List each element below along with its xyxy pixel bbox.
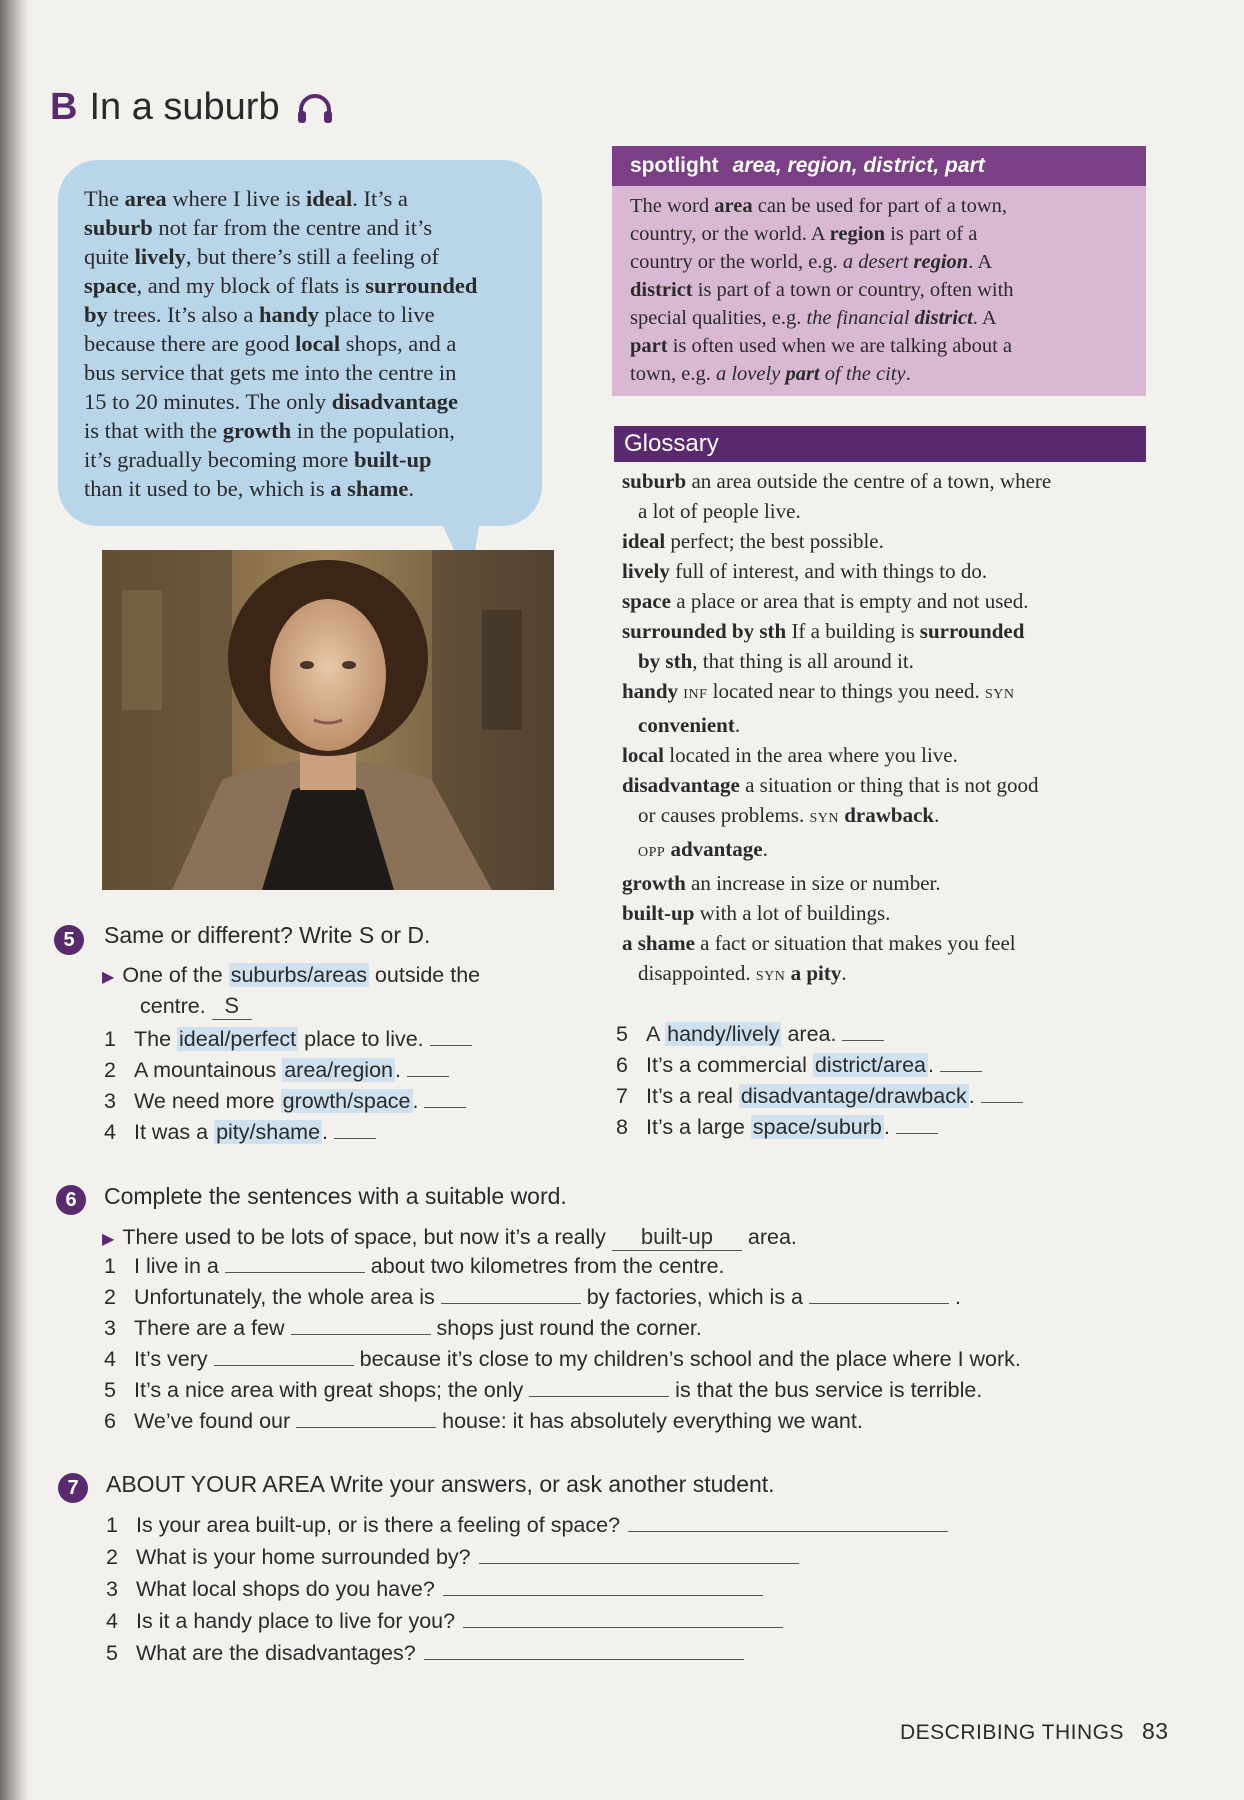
- item-text: .: [928, 1053, 940, 1077]
- text-run: handy: [622, 679, 679, 703]
- text-run: a shame: [330, 476, 409, 501]
- text-run: , but there’s still a feeling of: [185, 244, 439, 269]
- text-run: If a building is: [786, 619, 920, 643]
- spotlight-line: [630, 220, 1130, 248]
- item-number: 6: [104, 1409, 116, 1433]
- text-run: suburb: [84, 215, 153, 240]
- answer-blank[interactable]: [529, 1395, 669, 1397]
- exercise-6-item: [104, 1378, 982, 1403]
- text-run: growth: [222, 418, 292, 443]
- text-run: drawback: [844, 803, 935, 827]
- item-text: .: [412, 1089, 425, 1113]
- exercise-6-item: [104, 1409, 863, 1434]
- text-run: of the city: [819, 363, 906, 385]
- spotlight-line: [630, 248, 1130, 276]
- example-arrow-icon: ▶: [102, 969, 115, 986]
- text-run: district: [914, 307, 973, 329]
- exercise-5-example: ▶ One of the suburbs/areas outside the: [102, 963, 481, 987]
- spotlight-words: area, region, district, part: [732, 154, 985, 177]
- text-run: surrounded by sth: [622, 619, 787, 643]
- text-run: a situation or thing that is not good: [739, 773, 1039, 797]
- text-run: or causes problems.: [638, 803, 810, 827]
- answer-blank[interactable]: [407, 1075, 449, 1077]
- answer-blank[interactable]: [441, 1302, 581, 1304]
- item-number: 4: [106, 1609, 118, 1633]
- choice-words: handy/lively: [667, 1022, 780, 1046]
- item-text: The: [134, 1027, 178, 1051]
- spotlight-text: [612, 186, 1146, 388]
- item-number: 2: [104, 1058, 116, 1082]
- text-run: .: [408, 476, 414, 501]
- choice-words: growth/space: [282, 1089, 411, 1113]
- answer-blank[interactable]: [842, 1039, 884, 1041]
- exercise-7-title: ABOUT YOUR AREA Write your answers, or ask another student.: [106, 1471, 775, 1497]
- bubble-line: [84, 271, 544, 300]
- item-text: .: [322, 1120, 334, 1144]
- item-text: about two kilometres from the centre.: [364, 1254, 725, 1278]
- question-text: What are the disadvantages?: [136, 1641, 416, 1665]
- exercise-7-item: [106, 1641, 744, 1666]
- spotlight-header: [612, 146, 1146, 186]
- text-run: OPP: [638, 845, 666, 860]
- item-number: 2: [104, 1285, 116, 1309]
- glossary-line: [622, 646, 1152, 676]
- item-text: by factories, which is a: [580, 1285, 809, 1309]
- exercise-5-item: [616, 1053, 982, 1078]
- choice-words: district/area: [814, 1053, 926, 1077]
- text-run: . It’s a: [352, 186, 408, 211]
- bubble-line: [84, 387, 544, 416]
- answer-blank[interactable]: [430, 1044, 472, 1046]
- answer-line[interactable]: [463, 1626, 783, 1628]
- bubble-line: [84, 445, 544, 474]
- question-text: What local shops do you have?: [136, 1577, 435, 1601]
- item-text: It’s a commercial: [646, 1053, 813, 1077]
- text-run: where I live is: [166, 186, 307, 211]
- bubble-line: [84, 300, 544, 329]
- glossary-line: [622, 928, 1152, 958]
- answer-blank[interactable]: [981, 1101, 1023, 1103]
- text-run: region: [913, 251, 969, 273]
- item-text: place to live.: [298, 1027, 430, 1051]
- example-answer: S: [212, 993, 252, 1020]
- text-run: SYN: [809, 811, 839, 826]
- spotlight-line: [630, 332, 1130, 360]
- text-run: surrounded: [365, 273, 478, 298]
- text-run: perfect; the best possible.: [665, 529, 884, 553]
- glossary-line: [622, 676, 1152, 710]
- item-number: 4: [104, 1120, 116, 1144]
- text-run: the financial: [806, 307, 915, 329]
- answer-blank[interactable]: [296, 1426, 436, 1428]
- exercise-5-title: Same or different? Write S or D.: [104, 922, 431, 948]
- exercise-5-item: [616, 1022, 884, 1047]
- text-run: .: [841, 961, 847, 985]
- text-run: part: [630, 335, 668, 357]
- text-run: place to live: [319, 302, 435, 327]
- page-number: 83: [1141, 1718, 1169, 1744]
- item-text: house: it has absolutely everything we want.: [436, 1409, 863, 1433]
- choice-words: area/region: [284, 1058, 393, 1082]
- glossary-line: [622, 898, 1152, 928]
- item-text: .: [883, 1115, 896, 1139]
- text-run: a lot of people live.: [638, 499, 801, 523]
- bubble-line: [84, 184, 544, 213]
- section-heading: [50, 86, 334, 135]
- exercise-7-item: [106, 1609, 783, 1634]
- text-run: The word: [630, 195, 715, 217]
- item-number: 1: [104, 1254, 116, 1278]
- answer-blank[interactable]: [940, 1070, 982, 1072]
- item-text: area.: [781, 1022, 843, 1046]
- text-run: , and my block of flats is: [136, 273, 366, 298]
- text-run: suburb: [622, 469, 687, 493]
- text-run: district: [630, 279, 693, 301]
- text-run: special qualities, e.g.: [630, 307, 807, 329]
- item-text: is that the bus service is terrible.: [669, 1378, 983, 1402]
- text-run: in the population,: [291, 418, 455, 443]
- item-number: 3: [104, 1316, 116, 1340]
- section-title: In a suburb: [89, 86, 280, 128]
- text-run: advantage: [670, 837, 763, 861]
- text-run: a lovely: [715, 363, 786, 385]
- text-run: growth: [622, 871, 686, 895]
- item-text: I live in a: [134, 1254, 225, 1278]
- text-run: is part of a: [885, 223, 978, 245]
- glossary-line: [622, 958, 1152, 992]
- text-run: a fact or situation that makes you feel: [694, 931, 1016, 955]
- text-run: because there are good: [84, 331, 296, 356]
- question-text: What is your home surrounded by?: [136, 1545, 471, 1569]
- text-run: country, or the world. A: [630, 223, 830, 245]
- text-run: is that with the: [84, 418, 223, 443]
- glossary-line: [622, 834, 1152, 868]
- exercise-7-item: [106, 1577, 763, 1602]
- glossary-line: [622, 770, 1152, 800]
- answer-blank[interactable]: [896, 1132, 938, 1134]
- text-run: not far from the centre and it’s: [152, 215, 433, 240]
- answer-line[interactable]: [628, 1530, 948, 1532]
- item-number: 6: [616, 1053, 628, 1077]
- item-text: Unfortunately, the whole area is: [134, 1285, 441, 1309]
- answer-line[interactable]: [424, 1658, 744, 1660]
- answer-line[interactable]: [479, 1562, 799, 1564]
- exercise-6-item: [104, 1285, 961, 1310]
- text-run: built-up: [353, 447, 432, 472]
- text-run: .: [905, 363, 911, 385]
- text-run: can be used for part of a town,: [752, 195, 1008, 217]
- spotlight-line: [630, 192, 1130, 220]
- exercise-5-number: 5: [54, 925, 84, 955]
- exercise-7-item: [106, 1513, 948, 1538]
- text-run: region: [829, 223, 886, 245]
- item-text: There are a few: [134, 1316, 291, 1340]
- exercise-5-item: [616, 1084, 1023, 1109]
- item-number: 5: [104, 1378, 116, 1402]
- text-run: an increase in size or number.: [685, 871, 941, 895]
- text-run: disappointed.: [638, 961, 756, 985]
- item-number: 2: [106, 1545, 118, 1569]
- text-run: built-up: [622, 901, 695, 925]
- spotlight-tag: spotlight: [630, 154, 719, 177]
- text-run: The: [84, 186, 125, 211]
- item-number: 1: [104, 1027, 116, 1051]
- text-run: .: [734, 713, 741, 737]
- text-run: a place or area that is empty and not used.: [671, 589, 1029, 613]
- text-run: convenient: [638, 713, 735, 737]
- text-run: local: [295, 331, 341, 356]
- text-run: area: [714, 195, 753, 217]
- text-run: SYN: [984, 687, 1015, 702]
- text-run: it’s gradually becoming more: [84, 447, 354, 472]
- text-run: INF: [683, 687, 708, 702]
- text-run: . A: [968, 251, 993, 273]
- question-text: Is it a handy place to live for you?: [136, 1609, 456, 1633]
- photo-young-man: [102, 550, 554, 890]
- item-text: We’ve found our: [134, 1409, 297, 1433]
- bubble-line: [84, 474, 544, 503]
- spotlight-box: [612, 146, 1146, 396]
- text-run: ideal: [306, 186, 353, 211]
- exercise-6-example: ▶ There used to be lots of space, but now it’s a really built-up area.: [102, 1224, 797, 1249]
- exercise-5-item: [104, 1089, 466, 1114]
- text-run: an area outside the centre of a town, where: [686, 469, 1052, 493]
- text-run: by sth: [638, 649, 693, 673]
- exercise-7-number: 7: [58, 1473, 88, 1503]
- item-text: shops just round the corner.: [430, 1316, 702, 1340]
- answer-blank[interactable]: [334, 1137, 376, 1139]
- text-run: handy: [258, 302, 320, 327]
- glossary-line: [622, 496, 1152, 526]
- item-text: because it’s close to my children’s school and the place where I work.: [353, 1347, 1021, 1371]
- text-run: part: [785, 363, 820, 385]
- exercise-6-number: 6: [56, 1185, 86, 1215]
- text-run: shops, and a: [340, 331, 457, 356]
- exercise-5-item: [104, 1058, 449, 1083]
- item-text: A: [646, 1022, 666, 1046]
- glossary-line: [622, 800, 1152, 834]
- text-run: by: [84, 302, 108, 327]
- text-run: , that thing is all around it.: [692, 649, 914, 673]
- glossary-line: [622, 556, 1152, 586]
- text-run: . A: [972, 307, 997, 329]
- item-text: It was a: [134, 1120, 215, 1144]
- answer-blank[interactable]: [809, 1302, 949, 1304]
- text-run: ideal: [622, 529, 666, 553]
- footer-section: DESCRIBING THINGS: [900, 1721, 1124, 1744]
- bubble-line: [84, 242, 544, 271]
- item-number: 8: [616, 1115, 628, 1139]
- headphones-icon[interactable]: [296, 92, 334, 135]
- choice-words: ideal/perfect: [179, 1027, 297, 1051]
- text-run: disadvantage: [331, 389, 458, 414]
- glossary-line: [622, 586, 1152, 616]
- text-run: disadvantage: [622, 773, 740, 797]
- item-text: We need more: [134, 1089, 281, 1113]
- answer-blank[interactable]: [291, 1333, 431, 1335]
- spotlight-line: [630, 360, 1130, 388]
- bubble-text: [84, 184, 544, 503]
- choice-words: space/suburb: [752, 1115, 882, 1139]
- item-number: 3: [104, 1089, 116, 1113]
- text-run: bus service that gets me into the centre in: [84, 360, 457, 385]
- text-run: with a lot of buildings.: [694, 901, 891, 925]
- exercise-7-item: [106, 1545, 799, 1570]
- text-run: located in the area where you live.: [664, 743, 958, 767]
- exercise-5-item: [104, 1027, 472, 1052]
- text-run: .: [934, 803, 940, 827]
- bubble-line: [84, 358, 544, 387]
- item-number: 1: [106, 1513, 118, 1537]
- text-run: is part of a town or country, often with: [692, 279, 1014, 301]
- item-text: It’s a large: [646, 1115, 751, 1139]
- text-run: town, e.g.: [630, 363, 716, 385]
- exercise-5-item: [104, 1120, 376, 1145]
- text-run: space: [622, 589, 671, 613]
- item-text: It’s a real: [646, 1084, 739, 1108]
- item-number: 5: [616, 1022, 628, 1046]
- text-run: trees. It’s also a: [107, 302, 259, 327]
- item-text: .: [395, 1058, 407, 1082]
- answer-line[interactable]: [443, 1594, 763, 1596]
- glossary-header: Glossary: [614, 426, 1146, 462]
- exercise-5-example-line2: centre. S: [140, 993, 252, 1020]
- glossary-list: [622, 466, 1152, 992]
- item-text: It’s a nice area with great shops; the only: [134, 1378, 530, 1402]
- item-text: .: [948, 1285, 961, 1309]
- text-run: a desert: [842, 251, 914, 273]
- item-number: 7: [616, 1084, 628, 1108]
- text-run: 15 to 20 minutes. The only: [84, 389, 332, 414]
- text-run: area: [124, 186, 167, 211]
- text-run: .: [762, 837, 768, 861]
- answer-blank[interactable]: [424, 1106, 466, 1108]
- exercise-6-item: [104, 1316, 702, 1341]
- text-run: country or the world, e.g.: [630, 251, 843, 273]
- spotlight-line: [630, 304, 1130, 332]
- question-text: Is your area built-up, or is there a feeling of space?: [136, 1513, 621, 1537]
- text-run: quite: [84, 244, 135, 269]
- text-run: is often used when we are talking about a: [667, 335, 1012, 357]
- item-text: It’s very: [134, 1347, 214, 1371]
- bubble-line: [84, 329, 544, 358]
- answer-blank[interactable]: [225, 1271, 365, 1273]
- text-run: located near to things you need.: [707, 679, 985, 703]
- item-number: 4: [104, 1347, 116, 1371]
- text-run: space: [84, 273, 137, 298]
- exercise-6-title: Complete the sentences with a suitable word.: [104, 1183, 567, 1209]
- text-run: a pity: [790, 961, 842, 985]
- choice-words: disadvantage/drawback: [740, 1084, 967, 1108]
- glossary-line: [622, 868, 1152, 898]
- exercise-5-item: [616, 1115, 938, 1140]
- glossary-line: [622, 710, 1152, 740]
- spotlight-line: [630, 276, 1130, 304]
- bubble-line: [84, 416, 544, 445]
- text-run: than it used to be, which is: [84, 476, 331, 501]
- item-text: A mountainous: [134, 1058, 283, 1082]
- glossary-line: [622, 740, 1152, 770]
- text-run: lively: [134, 244, 186, 269]
- text-run: full of interest, and with things to do.: [669, 559, 988, 583]
- answer-blank[interactable]: [214, 1364, 354, 1366]
- text-run: surrounded: [919, 619, 1025, 643]
- item-text: .: [968, 1084, 981, 1108]
- text-run: a shame: [622, 931, 695, 955]
- glossary-line: [622, 616, 1152, 646]
- bubble-line: [84, 213, 544, 242]
- text-run: SYN: [755, 969, 786, 984]
- item-number: 3: [106, 1577, 118, 1601]
- text-run: lively: [622, 559, 670, 583]
- book-spine-shadow: [0, 0, 30, 1800]
- section-letter: B: [50, 86, 78, 128]
- glossary-line: [622, 526, 1152, 556]
- text-run: local: [622, 743, 664, 767]
- glossary-line: [622, 466, 1152, 496]
- example-answer: built-up: [612, 1224, 742, 1251]
- exercise-6-item: [104, 1254, 725, 1279]
- item-number: 5: [106, 1641, 118, 1665]
- example-arrow-icon: ▶: [102, 1231, 115, 1248]
- choice-words: pity/shame: [216, 1120, 321, 1144]
- exercise-6-item: [104, 1347, 1021, 1372]
- page-footer: [900, 1718, 1169, 1745]
